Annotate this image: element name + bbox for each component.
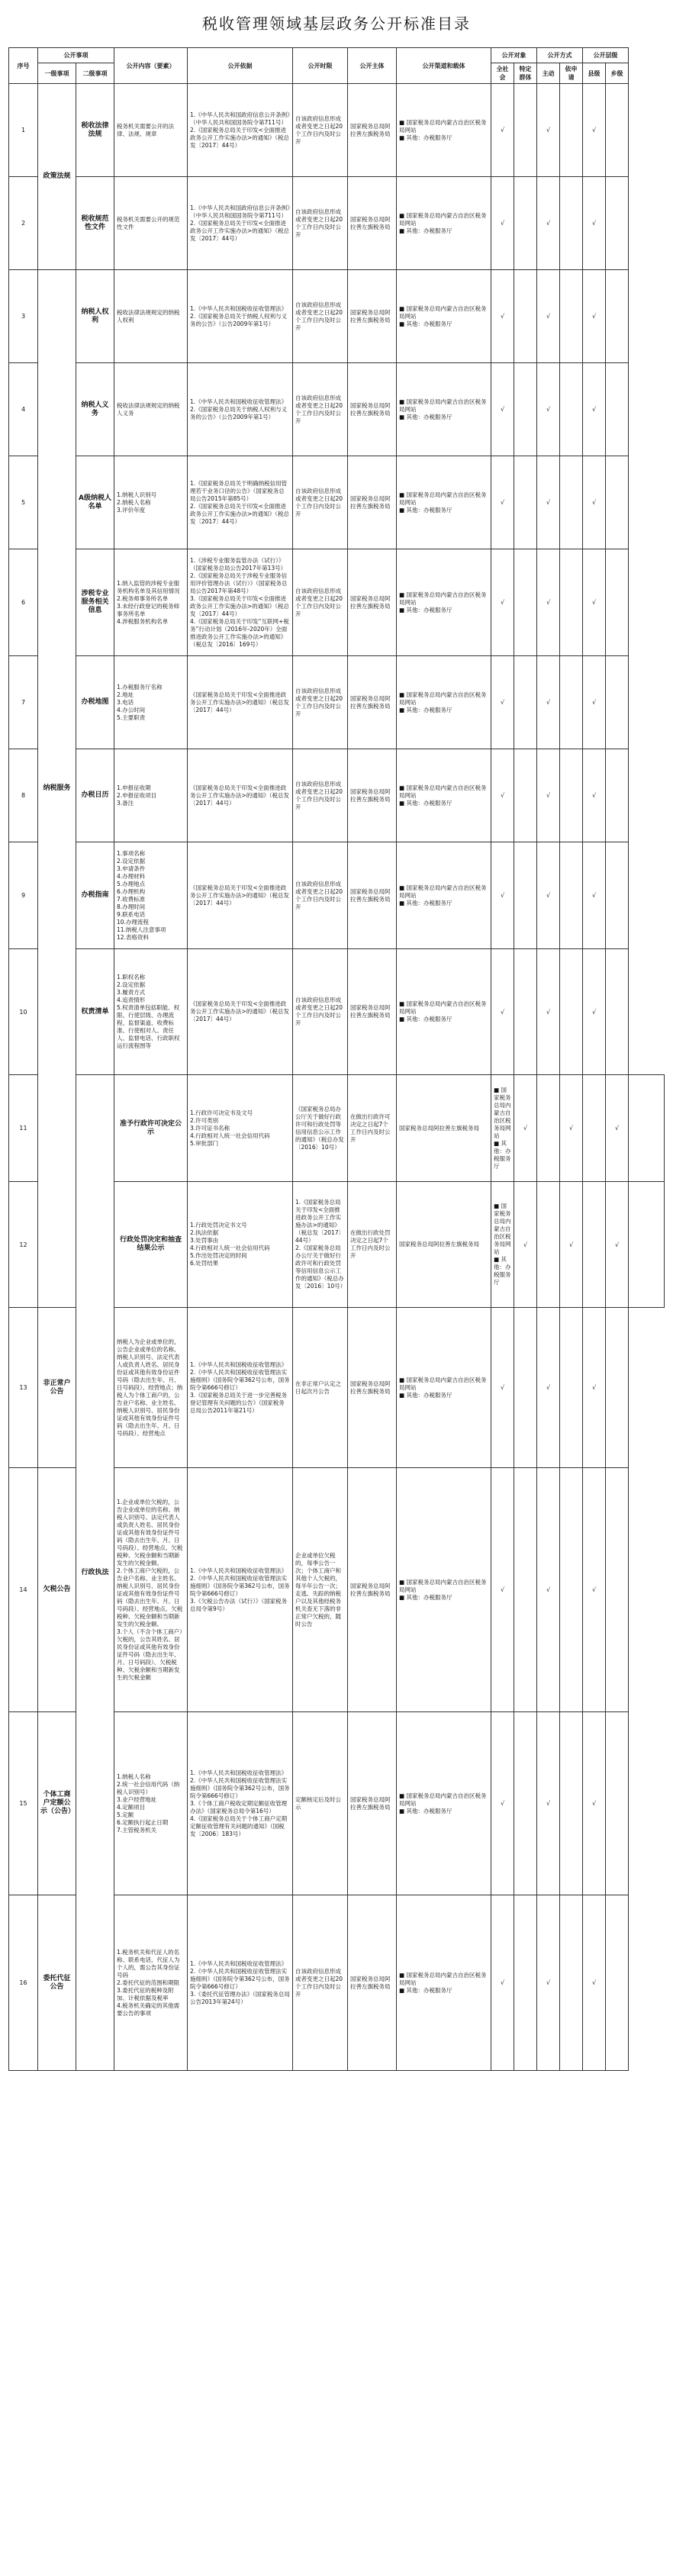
channel-cell: ■ 国家税务总局内蒙古自治区税务局网站 ■ 其他：办税服务厅 <box>397 656 491 749</box>
check-all-society: √ <box>491 84 514 177</box>
time-cell: 自该政府信息形成或者变更之日起20个工作日内及时公开 <box>293 363 348 456</box>
table-row <box>9 177 665 270</box>
catalog-table <box>8 47 665 2071</box>
check-active: √ <box>537 1712 560 1895</box>
row-seq: 9 <box>9 842 38 949</box>
check-specific <box>514 1308 537 1468</box>
header-content: 公开内容（要素） <box>114 48 188 84</box>
channel-cell: ■ 国家税务总局内蒙古自治区税务局网站 ■ 其他：办税服务厅 <box>397 177 491 270</box>
check-specific <box>514 749 537 842</box>
subject-cell: 国家税务总局阿拉善左旗税务局 <box>348 456 397 549</box>
channel-cell: ■ 国家税务总局内蒙古自治区税务局网站 ■ 其他：办税服务厅 <box>397 84 491 177</box>
row-seq: 6 <box>9 549 38 656</box>
check-on-request <box>583 1075 606 1182</box>
check-specific <box>514 949 537 1075</box>
subject-cell: 国家税务总局阿拉善左旗税务局 <box>348 749 397 842</box>
check-township <box>606 949 629 1075</box>
row-seq: 7 <box>9 656 38 749</box>
content-cell: 1.纳税人识别号 2.纳税人名称 3.评价年度 <box>114 456 188 549</box>
check-all-society: √ <box>514 1075 537 1182</box>
check-township <box>606 363 629 456</box>
subject-cell: 国家税务总局阿拉善左旗税务局 <box>348 549 397 656</box>
check-on-request <box>560 456 583 549</box>
header-basis: 公开依据 <box>188 48 293 84</box>
check-county: √ <box>583 656 606 749</box>
check-county: √ <box>583 363 606 456</box>
check-township <box>606 270 629 363</box>
content-cell: 纳税人为企业或单位的，公告企业或单位的名称、纳税人识别号、法定代表人或负责人姓名、居民身份证或其他有效身份证件号码（隐去出生年、月、日号码段）、经营地点；纳税人为个体工商户的，公告业户名称、业主姓名、纳税人识别号、居民身份证或其他有效身份证件号码（隐去出生年、月、日号码段）、经营地点 <box>114 1308 188 1468</box>
time-cell: 定额核定后及时公示 <box>293 1712 348 1895</box>
check-on-request <box>560 270 583 363</box>
check-county: √ <box>583 1712 606 1895</box>
header-specific: 特定群体 <box>514 63 537 84</box>
check-county: √ <box>583 749 606 842</box>
channel-cell: ■ 国家税务总局内蒙古自治区税务局网站 ■ 其他：办税服务厅 <box>397 949 491 1075</box>
check-active: √ <box>537 1895 560 2071</box>
check-all-society: √ <box>491 1712 514 1895</box>
matter-name: 办税指南 <box>76 842 114 949</box>
check-county: √ <box>583 842 606 949</box>
subject-cell: 国家税务总局阿拉善左旗税务局 <box>348 177 397 270</box>
check-specific <box>514 1712 537 1895</box>
time-cell: 自该政府信息形成或者变更之日起20个工作日内及时公开 <box>293 842 348 949</box>
check-specific <box>514 1895 537 2071</box>
basis-cell: 1.《中华人民共和国税收征收管理法》 2.《中华人民共和国税收征收管理法实施细则》（国务院令第362号公布，国务院令第666号修订） 3.《委托代征管理办法》（国家税务总局公告2013年第24号） <box>188 1895 293 2071</box>
channel-cell: ■ 国家税务总局内蒙古自治区税务局网站 ■ 其他：办税服务厅 <box>397 270 491 363</box>
check-specific <box>514 84 537 177</box>
content-cell: 1.纳税人名称 2.统一社会信用代码（纳税人识别号） 3.业户经营地址 4.定额项目 5.定额 6.定额执行起止日期 7.主管税务机关 <box>114 1712 188 1895</box>
basis-cell: 1.《中华人民共和国税收征收管理法》 2.《中华人民共和国税收征收管理法实施细则》（国务院令第362号公布，国务院令第666号修订） 3.《欠税公告办法（试行）》（国家税务总局令第9号） <box>188 1468 293 1712</box>
check-specific <box>514 549 537 656</box>
check-active: √ <box>560 1075 583 1182</box>
matter-name: 非正常户公告 <box>38 1308 76 1468</box>
check-active: √ <box>537 1468 560 1712</box>
check-county: √ <box>583 177 606 270</box>
row-seq: 1 <box>9 84 38 177</box>
check-county: √ <box>583 456 606 549</box>
subject-cell: 国家税务总局阿拉善左旗税务局 <box>397 1075 491 1182</box>
subject-cell: 国家税务总局阿拉善左旗税务局 <box>348 84 397 177</box>
header-all-society: 全社会 <box>491 63 514 84</box>
check-on-request <box>560 549 583 656</box>
check-all-society: √ <box>491 749 514 842</box>
check-all-society: √ <box>491 949 514 1075</box>
check-all-society: √ <box>491 549 514 656</box>
table-row <box>9 456 665 549</box>
row-seq: 4 <box>9 363 38 456</box>
row-seq: 10 <box>9 949 38 1075</box>
time-cell: 自该政府信息形成或者变更之日起20个工作日内及时公开 <box>293 549 348 656</box>
table-row <box>9 549 665 656</box>
matter-name: 涉税专业服务相关信息 <box>76 549 114 656</box>
matter-name: 税收法律法规 <box>76 84 114 177</box>
check-specific <box>537 1182 560 1308</box>
channel-cell: ■ 国家税务总局内蒙古自治区税务局网站 ■ 其他：办税服务厅 <box>397 1712 491 1895</box>
time-cell: 自该政府信息形成或者变更之日起20个工作日内及时公开 <box>293 177 348 270</box>
matter-name: 税收规范性文件 <box>76 177 114 270</box>
matter-name: 欠税公告 <box>38 1468 76 1712</box>
header-method: 公开方式 <box>537 48 583 63</box>
check-all-society: √ <box>491 177 514 270</box>
check-specific <box>514 842 537 949</box>
time-cell: 自该政府信息形成或者变更之日起20个工作日内及时公开 <box>293 456 348 549</box>
check-township <box>606 1308 629 1468</box>
content-cell: 税收法律法规规定的纳税人义务 <box>114 363 188 456</box>
content-cell: 税收法律法规规定的纳税人权利 <box>114 270 188 363</box>
check-active: √ <box>560 1182 583 1308</box>
table-row <box>9 363 665 456</box>
basis-cell: 1.《国家税务总局关于印发<全面推进政务公开工作实施办法>的通知》（税总发〔2017〕44号） 2.《国家税务总局办公厅关于做好行政许可和行政处罚等信用信息公示工作的通知》（税总办发〔2016〕10号） <box>293 1182 348 1308</box>
header-township: 乡级 <box>606 63 629 84</box>
basis-cell: 1.《中华人民共和国税收征收管理法》 2.《国家税务总局关于纳税人权利与义务的公告》（公告2009年第1号） <box>188 363 293 456</box>
check-all-society: √ <box>491 270 514 363</box>
row-seq: 2 <box>9 177 38 270</box>
check-on-request <box>560 1308 583 1468</box>
row-seq: 14 <box>9 1468 38 1712</box>
row-seq: 3 <box>9 270 38 363</box>
group-name: 行政执法 <box>76 1075 114 2071</box>
basis-cell: 1.《中华人民共和国政府信息公开条例》（中华人民共和国国务院令第711号） 2.《国家税务总局关于印发<全面推进政务公开工作实施办法>的通知》（税总发〔2017〕44号） <box>188 84 293 177</box>
check-township <box>629 1075 665 1182</box>
row-seq: 11 <box>9 1075 38 1182</box>
header-level: 公开层级 <box>583 48 629 63</box>
check-county: √ <box>583 1308 606 1468</box>
time-cell: 自该政府信息形成或者变更之日起20个工作日内及时公开 <box>293 949 348 1075</box>
check-all-society: √ <box>491 363 514 456</box>
channel-cell: ■ 国家税务总局内蒙古自治区税务局网站 ■ 其他：办税服务厅 <box>397 1895 491 2071</box>
check-township <box>606 549 629 656</box>
subject-cell: 国家税务总局阿拉善左旗税务局 <box>397 1182 491 1308</box>
check-active: √ <box>537 656 560 749</box>
matter-name: A级纳税人名单 <box>76 456 114 549</box>
group-name: 纳税服务 <box>38 270 76 1308</box>
check-all-society: √ <box>491 1308 514 1468</box>
check-active: √ <box>537 177 560 270</box>
time-cell: 自该政府信息形成或者变更之日起20个工作日内及时公开 <box>293 1895 348 2071</box>
header-active: 主动 <box>537 63 560 84</box>
matter-name: 权责清单 <box>76 949 114 1075</box>
header-level2: 二级事项 <box>76 63 114 84</box>
check-township <box>606 656 629 749</box>
check-specific <box>514 456 537 549</box>
check-on-request <box>560 656 583 749</box>
header-time: 公开时限 <box>293 48 348 84</box>
check-specific <box>514 656 537 749</box>
check-on-request <box>583 1182 606 1308</box>
row-seq: 13 <box>9 1308 38 1468</box>
row-seq: 16 <box>9 1895 38 2071</box>
subject-cell: 国家税务总局阿拉善左旗税务局 <box>348 363 397 456</box>
table-row <box>9 1075 665 1182</box>
channel-cell: ■ 国家税务总局内蒙古自治区税务局网站 ■ 其他：办税服务厅 <box>397 842 491 949</box>
basis-cell: 1.《涉税专业服务监管办法（试行）》（国家税务总局公告2017年第13号） 2.《国家税务总局关于涉税专业服务信用评价管理办法（试行）》（国家税务总局公告2017年第48号） 3.《国家税务总局关于印发<全面推进政务公开工作实施办法>的通知》（税总发〔2017〕44号） 4.《国家税务总局关于印发“互联网+税务”行动计划（2016年-2020年）全面推进政务公开工作实施办法>的通知》（税总发〔2016〕169号） <box>188 549 293 656</box>
row-seq: 12 <box>9 1182 38 1308</box>
header-channel: 公开渠道和载体 <box>397 48 491 84</box>
table-row <box>9 270 665 363</box>
table-row <box>9 749 665 842</box>
subject-cell: 国家税务总局阿拉善左旗税务局 <box>348 1468 397 1712</box>
matter-name: 行政处罚决定和抽查结果公示 <box>114 1182 188 1308</box>
subject-cell: 国家税务总局阿拉善左旗税务局 <box>348 949 397 1075</box>
check-on-request <box>560 84 583 177</box>
subject-cell: 国家税务总局阿拉善左旗税务局 <box>348 1712 397 1895</box>
header-on-request: 依申请 <box>560 63 583 84</box>
row-seq: 8 <box>9 749 38 842</box>
matter-name: 办税日历 <box>76 749 114 842</box>
basis-cell: 《国家税务总局办公厅关于做好行政许可和行政处罚等信用信息公示工作的通知》（税总办发〔2016〕10号） <box>293 1075 348 1182</box>
check-township <box>606 749 629 842</box>
time-cell: 在做出行政处罚决定之日起7个工作日内及时公开 <box>348 1182 397 1308</box>
check-on-request <box>560 1468 583 1712</box>
table-row <box>9 84 665 177</box>
check-township <box>606 842 629 949</box>
content-cell: 1.申报征收期 2.申报征收项目 3.备注 <box>114 749 188 842</box>
check-county: √ <box>583 270 606 363</box>
row-seq: 5 <box>9 456 38 549</box>
header-subject: 公开主体 <box>348 48 397 84</box>
check-active: √ <box>537 842 560 949</box>
check-county: √ <box>583 549 606 656</box>
check-township <box>606 1895 629 2071</box>
channel-cell: ■ 国家税务总局内蒙古自治区税务局网站 ■ 其他：办税服务厅 <box>397 363 491 456</box>
channel-cell: ■ 国家税务总局内蒙古自治区税务局网站 ■ 其他：办税服务厅 <box>491 1075 514 1182</box>
check-county: √ <box>583 1468 606 1712</box>
basis-cell: 《国家税务总局关于印发<全面推进政务公开工作实施办法>的通知》（税总发〔2017〕44号） <box>188 749 293 842</box>
content-cell: 1.职权名称 2.设定依据 3.履责方式 4.追责情形 5.权责清单包括职能、权限、行使层级、办理流程、监督渠道、收费标准、行使相对人、责任人、监督电话、行政职权运行流程图等 <box>114 949 188 1075</box>
content-cell: 1.事项名称 2.设定依据 3.申请条件 4.办理材料 5.办理地点 6.办理机构 7.收费标准 8.办理时间 9.联系电话 10.办理流程 11.纳税人注意事项 12.表格资料 <box>114 842 188 949</box>
check-township <box>606 177 629 270</box>
check-on-request <box>560 363 583 456</box>
check-specific <box>514 1468 537 1712</box>
check-specific <box>537 1075 560 1182</box>
check-active: √ <box>537 363 560 456</box>
channel-cell: ■ 国家税务总局内蒙古自治区税务局网站 ■ 其他：办税服务厅 <box>397 749 491 842</box>
basis-cell: 《国家税务总局关于印发<全面推进政务公开工作实施办法>的通知》（税总发〔2017〕44号） <box>188 656 293 749</box>
check-township <box>606 1712 629 1895</box>
subject-cell: 国家税务总局阿拉善左旗税务局 <box>348 842 397 949</box>
basis-cell: 1.《中华人民共和国税收征收管理法》 2.《中华人民共和国税收征收管理法实施细则》（国务院令第362号公布，国务院令第666号修订） 3.《个体工商户税收定期定额征收管理办法》（国家税务总局令第16号） 4.《国家税务总局关于个体工商户定期定额征收管理有关问题的通知》（国税发〔2006〕183号） <box>188 1712 293 1895</box>
row-seq: 15 <box>9 1712 38 1895</box>
time-cell: 在做出行政许可决定之日起7个工作日内及时公开 <box>348 1075 397 1182</box>
basis-cell: 1.《国家税务总局关于明确纳税信用管理若干业务口径的公告》（国家税务总局公告2015年第85号） 2.《国家税务总局关于印发<全面推进政务公开工作实施办法>的通知》（税总发〔2017〕44号） <box>188 456 293 549</box>
table-row <box>9 949 665 1075</box>
basis-cell: 1.《中华人民共和国税收征收管理法》 2.《国家税务总局关于纳税人权利与义务的公告》（公告2009年第1号） <box>188 270 293 363</box>
channel-cell: ■ 国家税务总局内蒙古自治区税务局网站 ■ 其他：办税服务厅 <box>397 456 491 549</box>
basis-cell: 1.《中华人民共和国政府信息公开条例》（中华人民共和国国务院令第711号） 2.《国家税务总局关于印发<全面推进政务公开工作实施办法>的通知》（税总发〔2017〕44号） <box>188 177 293 270</box>
check-active: √ <box>537 549 560 656</box>
check-township <box>606 1468 629 1712</box>
table-body <box>9 84 665 2071</box>
check-all-society: √ <box>491 456 514 549</box>
check-county: √ <box>583 1895 606 2071</box>
check-active: √ <box>537 456 560 549</box>
time-cell: 自该政府信息形成或者变更之日起20个工作日内及时公开 <box>293 84 348 177</box>
basis-cell: 《国家税务总局关于印发<全面推进政务公开工作实施办法>的通知》（税总发〔2017〕44号） <box>188 949 293 1075</box>
time-cell: 自该政府信息形成或者变更之日起20个工作日内及时公开 <box>293 270 348 363</box>
check-township <box>606 456 629 549</box>
header-level1: 一级事项 <box>38 63 76 84</box>
subject-cell: 国家税务总局阿拉善左旗税务局 <box>348 1308 397 1468</box>
matter-name: 个体工商户定额公示（公告） <box>38 1712 76 1895</box>
group-name: 政策法规 <box>38 84 76 270</box>
content-cell: 税务机关需要公开的规范性文件 <box>114 177 188 270</box>
check-all-society: √ <box>491 1895 514 2071</box>
check-on-request <box>560 749 583 842</box>
check-county: √ <box>583 949 606 1075</box>
channel-cell: ■ 国家税务总局内蒙古自治区税务局网站 ■ 其他：办税服务厅 <box>491 1182 514 1308</box>
check-on-request <box>560 177 583 270</box>
check-all-society: √ <box>491 1468 514 1712</box>
matter-name: 纳税人权利 <box>76 270 114 363</box>
content-cell: 1.行政处罚决定书文号 2.执法依据 3.处罚事由 4.行政相对人统一社会信用代码 5.作出处罚决定的时间 6.处罚结果 <box>188 1182 293 1308</box>
table-row <box>9 656 665 749</box>
header-target: 公开对象 <box>491 48 537 63</box>
matter-name: 纳税人义务 <box>76 363 114 456</box>
check-on-request <box>560 842 583 949</box>
content-cell: 1.行政许可决定书及文号 2.许可类别 3.许可证书名称 4.行政相对人统一社会信用代码 5.审批部门 <box>188 1075 293 1182</box>
subject-cell: 国家税务总局阿拉善左旗税务局 <box>348 656 397 749</box>
check-on-request <box>560 1895 583 2071</box>
content-cell: 1.纳入监管的涉税专业服务机构名单及其信用情况 2.税务师事务所名单 3.未经行政登记的税务师事务所名单 4.涉税服务机构名单 <box>114 549 188 656</box>
time-cell: 自该政府信息形成或者变更之日起20个工作日内及时公开 <box>293 749 348 842</box>
matter-name: 准予行政许可决定公示 <box>114 1075 188 1182</box>
subject-cell: 国家税务总局阿拉善左旗税务局 <box>348 1895 397 2071</box>
check-county: √ <box>606 1182 629 1308</box>
header-county: 县级 <box>583 63 606 84</box>
check-active: √ <box>537 949 560 1075</box>
subject-cell: 国家税务总局阿拉善左旗税务局 <box>348 270 397 363</box>
page-title: 税收管理领域基层政务公开标准目录 <box>202 14 471 33</box>
channel-cell: ■ 国家税务总局内蒙古自治区税务局网站 ■ 其他：办税服务厅 <box>397 549 491 656</box>
channel-cell: ■ 国家税务总局内蒙古自治区税务局网站 ■ 其他：办税服务厅 <box>397 1308 491 1468</box>
check-active: √ <box>537 749 560 842</box>
time-cell: 在非正常户认定之日起次月公告 <box>293 1308 348 1468</box>
check-active: √ <box>537 270 560 363</box>
time-cell: 企业或单位欠税的，每季公告一次；个体工商户和其他个人欠税的，每半年公告一次；走逃、失踪的纳税户以及其他经税务机关查无下落的非正常户欠税的，随时公告 <box>293 1468 348 1712</box>
check-all-society: √ <box>514 1182 537 1308</box>
check-township <box>606 84 629 177</box>
matter-name: 办税地图 <box>76 656 114 749</box>
check-on-request <box>560 1712 583 1895</box>
check-active: √ <box>537 84 560 177</box>
content-cell: 税务机关需要公开的法律、法规、规章 <box>114 84 188 177</box>
content-cell: 1.企业或单位欠税的，公告企业或单位的名称、纳税人识别号、法定代表人或负责人姓名、居民身份证或其他有效身份证件号码（隐去出生年、月、日号码段）、经营地点、欠税税种、欠税余额和当期新发生的欠税金额。 2.个体工商户欠税的，公告业户名称、业主姓名、纳税人识别号、居民身份证或其他有效身份证件号码（隐去出生年、月、日号码段）、经营地点、欠税税种、欠税余额和当期新发生的欠税金额。 3.个人（不含个体工商户）欠税的，公告其姓名、居民身份证或其他有效身份证件号码（隐去出生年、月、日号码段）、欠税税种、欠税余额和当期新发生的欠税金额 <box>114 1468 188 1712</box>
check-county: √ <box>606 1075 629 1182</box>
time-cell: 自该政府信息形成或者变更之日起20个工作日内及时公开 <box>293 656 348 749</box>
matter-name: 委托代征公告 <box>38 1895 76 2071</box>
check-all-society: √ <box>491 842 514 949</box>
channel-cell: ■ 国家税务总局内蒙古自治区税务局网站 ■ 其他：办税服务厅 <box>397 1468 491 1712</box>
check-specific <box>514 363 537 456</box>
check-specific <box>514 270 537 363</box>
basis-cell: 《国家税务总局关于印发<全面推进政务公开工作实施办法>的通知》（税总发〔2017〕44号） <box>188 842 293 949</box>
content-cell: 1.办税服务厅名称 2.地址 3.电话 4.办公时间 5.主要职责 <box>114 656 188 749</box>
basis-cell: 1.《中华人民共和国税收征收管理法》 2.《中华人民共和国税收征收管理法实施细则》（国务院令第362号公布，国务院令第666号修订） 3.《国家税务总局关于进一步完善税务登记管理有关问题的公告》（国家税务总局公告2011年第21号） <box>188 1308 293 1468</box>
table-row <box>9 842 665 949</box>
header-matter: 公开事项 <box>38 48 114 63</box>
check-on-request <box>560 949 583 1075</box>
check-active: √ <box>537 1308 560 1468</box>
header-seq: 序号 <box>9 48 38 84</box>
check-specific <box>514 177 537 270</box>
check-county: √ <box>583 84 606 177</box>
check-township <box>629 1182 665 1308</box>
content-cell: 1.税务机关和代征人的名称、联系电话，代征人为个人的，需公告其身份证号码 2.委托代征的范围和期限 3.委托代征的税种及附加、计税依据及税率 4.税务机关确定的其他需要公告的事项 <box>114 1895 188 2071</box>
check-all-society: √ <box>491 656 514 749</box>
